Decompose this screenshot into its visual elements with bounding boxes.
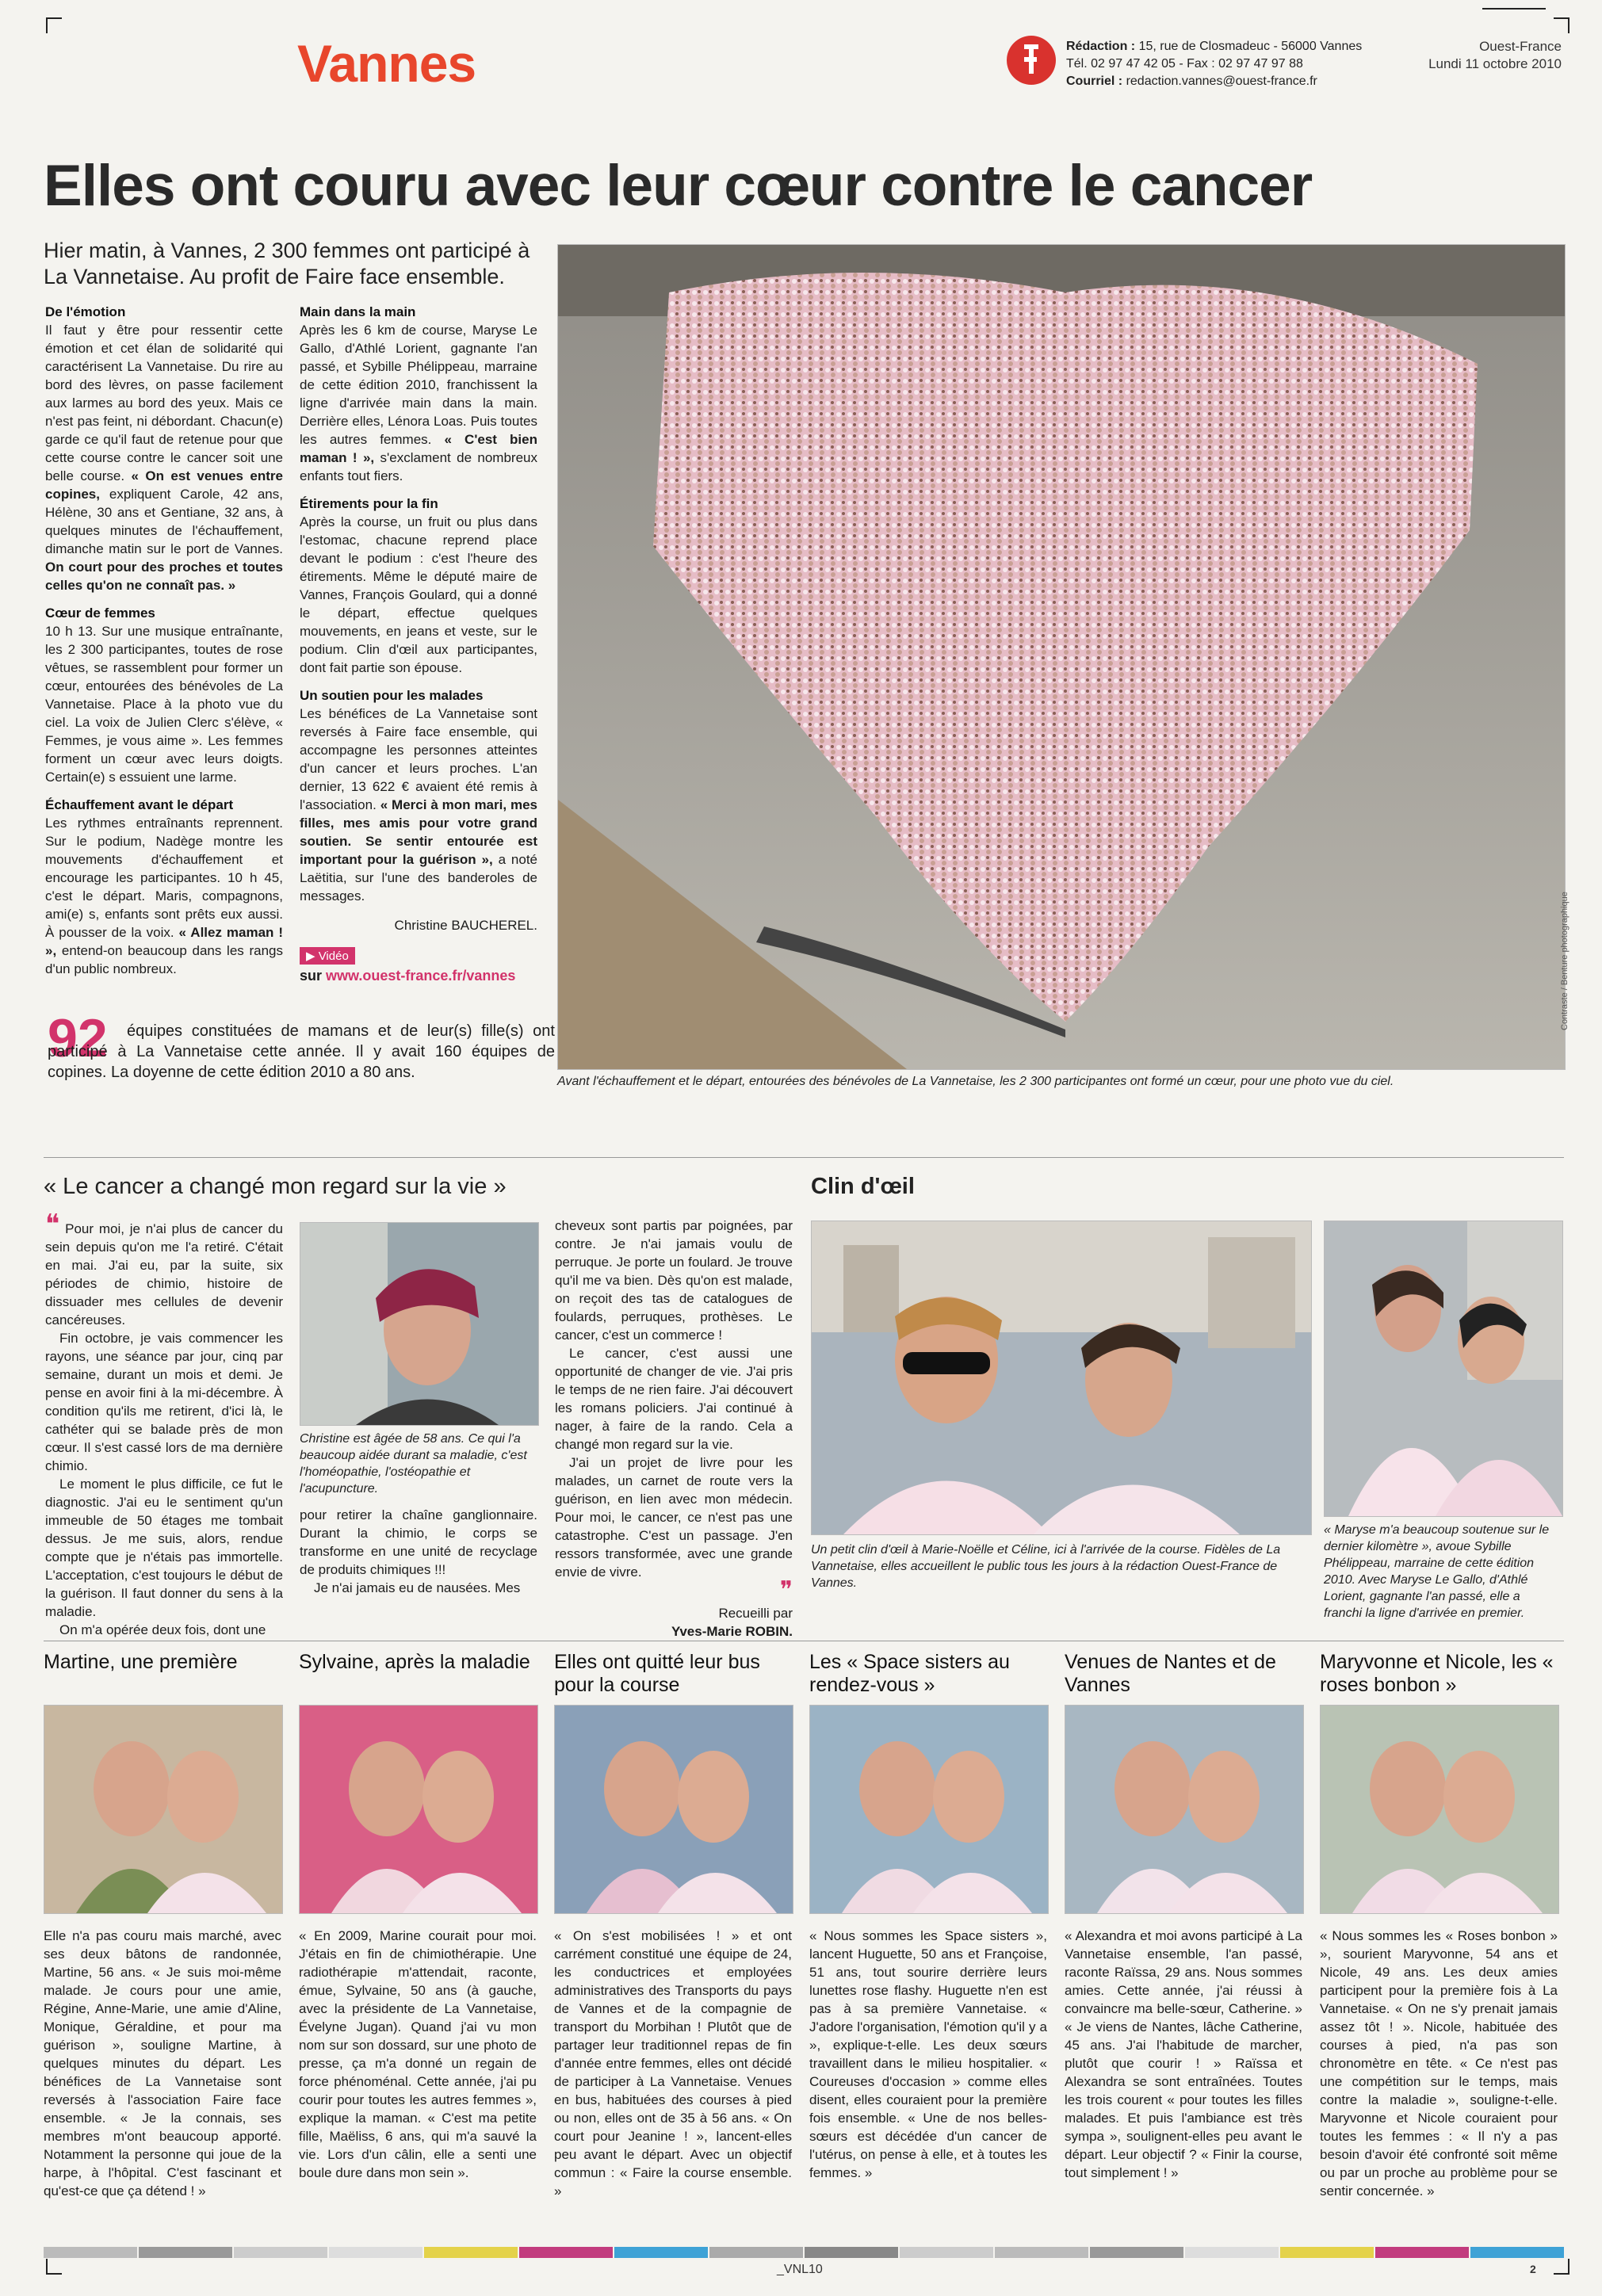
crop-mark [1554,2259,1570,2275]
portrait-photo [1065,1705,1304,1914]
color-bar [44,2247,1564,2258]
portrait-title: Martine, une première [44,1651,238,1673]
christine-caption: Christine est âgée de 58 ans. Ce qui l'a beaucoup aidée durant sa maladie, c'est l'homéopathie, l'ostéopathie et l'acupuncture. [300,1432,527,1496]
interview-column-2: pour retirer la chaîne ganglionnaire. Durant la chimio, le corps se transforme en une unité de recyclage de produits chimiques !!! Je n'ai jamais eu de nausées. Mes [300,1507,537,1595]
portrait-text: Elle n'a pas couru mais marché, avec ses deux bâtons de randonnée, Martine, 56 ans. « Je suis moi-même malade. Je cours pour une amie, Régine, Anne-Marie, une amie d'Aline, Monique, Géraldine, et pour ma guérison », souligne Martine, à quelques minutes du départ. Les bénéfices de La Vannetaise sont reversés à l'association Faire face ensemble. « Je la connais, ses membres m'ont beaucoup apporté. Notamment la personne qui joue de la harpe, à l'hôpital. C'est fascinant et qu'est-ce que ça détend ! » [44,1928,281,2199]
christine-photo [300,1222,539,1426]
portrait-title: Les « Space sisters au rendez-vous » [809,1651,1010,1696]
maryse-sybille-photo [1324,1221,1563,1517]
portrait-title: Venues de Nantes et de Vannes [1065,1651,1276,1696]
portrait-text: « On s'est mobilisées ! » et ont carrément constitué une équipe de 24, les conductrices et employées administratives des Transports du pays de Vannes et de la compagnie de transport du Morbihan ! Plutôt que de partager leur traditionnel repas de fin d'année entre femmes, elles ont décidé de participer à La Vannetaise. Venues en bus, habituées des courses à pied ou non, elles ont de 35 à 56 ans. « On court pour Jeanine ! », lancent-elles peu avant le départ. Avec un objectif commun : « Faire la course ensemble. » [554,1928,792,2199]
heart-formation-photo [557,244,1566,1070]
quote-close-icon: ❞ [779,1577,793,1603]
interview-column-1: ❝ Pour moi, je n'ai plus de cancer du sein depuis qu'on me l'a retiré. C'était en mai. J'ai eu, par la suite, six périodes de chimio, histoire de dissuader mes cellules de devenir cancéreuses. Fin octobre, je vais commencer les rayons, une séance par jour, cinq par semaine, durant un mois et demi. Je pense en avoir fini à la mi-décembre. À condition qu'ils me retirent, d'ici là, le cathéter qui se balade près de mon cœur. Il s'est cassé lors de ma dernière chimio. Le moment le plus difficile, ce fut le diagnostic. J'ai eu le sentiment qu'un immeuble de 50 étages me tombait dessus. Je me suis, alors, rendue compte que je n'étais pas immortelle. L'acceptation, c'est toujours le début de la guérison. Il faut donner du sens à la maladie. On m'a opérée deux fois, dont une [45,1209,283,1637]
subhead: Échauffement avant le départ [45,797,234,812]
main-photo-caption: Avant l'échauffement et le départ, entourées des bénévoles de La Vannetaise, les 2 300 participantes ont formé un cœur, pour une photo vue du ciel. [557,1075,1394,1088]
interview-headline: « Le cancer a changé mon regard sur la vie » [44,1174,507,1199]
portrait-column [809,1651,1047,2182]
clin-caption-2: « Maryse m'a beaucoup soutenue sur le dernier kilomètre », avoue Sybille Phélippeau, marraine de cette édition 2010. Avec Maryse Le Gallo, d'Athlé Lorient, gagnante l'an passé, elle a franchi la ligne d'arrivée en premier. [1324,1523,1550,1620]
page-number: 2 [1530,2263,1536,2275]
stat-number: 92 [48,1008,108,1068]
crop-mark [46,17,62,33]
email-link[interactable]: redaction.vannes@ouest-france.fr [1126,74,1317,88]
subhead: De l'émotion [45,304,126,319]
subhead: Main dans la main [300,304,416,319]
page-code: _VNL10 [777,2263,823,2276]
quote-open-icon: ❝ [45,1209,60,1240]
portrait-column [1065,1651,1302,2182]
clin-headline: Clin d'œil [811,1174,915,1199]
marie-noelle-celine-photo [811,1221,1312,1535]
stat-text: équipes constituées de mamans et de leur(s) fille(s) ont participé à La Vannetaise cette année. Il y avait 160 équipes de copines. La doyenne de cette édition 2010 a 80 ans. [48,1022,555,1081]
subhead: Cœur de femmes [45,606,155,621]
subhead: Un soutien pour les malades [300,688,484,703]
portrait-text: « Alexandra et moi avons participé à La Vannetaise ensemble, l'an passé, raconte Raïssa, 29 ans. Nous sommes amies. Cette année, j'ai réussi à convaincre ma belle-sœur, Catherine. » « Je viens de Nantes, lâche Catherine, 45 ans. J'ai l'habitude de marcher, plutôt que courir ! » Raïssa et Alexandra se sont entraînées. Toutes les trois courent « pour toutes les filles malades. Et puis l'ambiance est très sympa », soulignent-elles peu avant le départ. Leur objectif ? « Finir la course, tout simplement ! » [1065,1928,1302,2180]
portrait-title: Maryvonne et Nicole, les « roses bonbon » [1320,1651,1554,1696]
video-box: ▶ Vidéo sur www.ouest-france.fr/vannes [300,947,515,984]
interview-column-3: cheveux sont partis par poignées, par contre. Je n'ai jamais voulu de perruque. Je porte un foulard. Je trouve qu'il me va bien. Dès qu'on est malade, on reçoit des tas de catalogues de foulards, perruques, prothèses. Le cancer, c'est un commerce ! Le cancer, c'est aussi une opportunité de changer de vie. J'ai pris le temps de ne rien faire. J'ai découvert les romans policiers. J'ai continué à nager, à faire de la rando. Cela a changé mon regard sur la vie. J'ai un projet de livre pour les malades, un carnet de route vers la guérison, en lien avec mon médecin. Pour moi, le cancer, ce n'est pas une catastrophe. C'est un passage. J'en ressors transformée, avec une grande envie de vivre. ❞ Recueilli par Yves-Marie ROBIN. [555,1218,793,1639]
portrait-photo [299,1705,538,1914]
portrait-column [299,1651,537,2182]
divider [44,1157,1564,1158]
section-title: Vannes [297,34,476,93]
paper-info: Ouest-France Lundi 11 octobre 2010 [1428,39,1562,71]
portrait-photo [809,1705,1049,1914]
photo-credit: Contraste / Benture photographique [1560,892,1570,1030]
video-link[interactable]: www.ouest-france.fr/vannes [326,968,516,984]
portrait-photo [554,1705,793,1914]
portrait-text: « Nous sommes les « Roses bonbon » », sourient Maryvonne, 54 ans et Nicole, 49 ans. Les deux amies participent pour la première fois à La Vannetaise. « On ne s'y prenait jamais assez tôt ! ». Nicole, habituée des courses à pied, n'a pas son chronomètre en tête. « Ce n'est pas une compétition sur le temps, mais contre la maladie », souligne-t-elle. Maryvonne et Nicole couraient pour toutes les femmes : « Il n'y a pas besoin d'avoir été confronté soit même ou par un proche au problème pour se sentir concernée. » [1320,1928,1558,2199]
ouest-france-logo [1007,36,1056,85]
rule [1482,8,1546,10]
video-badge: ▶ Vidéo [300,947,355,965]
portrait-text: « En 2009, Marine courait pour moi. J'étais en fin de chimiothérapie. Une radiothérapie m'attendait, raconte, émue, Sylvaine, 50 ans (à gauche, avec la présidente de La Vannetaise, Évelyne Jugan). Quand j'ai vu mon nom sur son dossard, sur une photo de presse, ça m'a donné un regain de force phénoménal. Cette année, j'ai pu courir pour toutes les autres femmes », explique la maman. « C'est ma petite fille, Maëliss, 6 ans, qui m'a sauvé la vie. Lors d'un câlin, elle a senti une boule dure dans mon sein ». [299,1928,537,2180]
portrait-text: « Nous sommes les Space sisters », lancent Huguette, 50 ans et Françoise, 51 ans, tout sourire derrière leurs lunettes rose flashy. Huguette n'en est pas à sa première Vannetaise. « J'adore l'organisation, l'émotion qu'il y a », explique-t-elle. Les deux sœurs travaillent dans le milieu hospitalier. « Coureuses d'occasion » comme elles disent, elles couraient pour la première fois ensemble. « Une de nos belles-sœurs est décédée d'un cancer de l'utérus, on pense à elle, et à toutes les femmes. » [809,1928,1047,2180]
main-author: Christine BAUCHEREL. [394,918,537,933]
main-column-2: Main dans la main Après les 6 km de course, Maryse Le Gallo, d'Athlé Lorient, gagnante l'an passé, et Sybille Phélippeau, marraine de cette édition 2010, franchissent la ligne d'arrivée main dans la main. Derrière elles, Lénora Loas. Puis toutes les autres femmes. « C'est bien maman ! », s'exclament de nombreux enfants tout fiers. Étirements pour la fin Après la course, un fruit ou plus dans l'estomac, chacune reprend place devant le podium : c'est l'heure des étirements. Même le député maire de Vannes, François Goulard, qui a donné le départ, effectue quelques mouvements, en jeans et veste, sur le podium. Clin d'œil aux participantes, dont fait partie son épouse. Un soutien pour les malades Les bénéfices de La Vannetaise sont reversés à Faire face ensemble, qui accompagne les personnes atteintes d'un cancer et leurs proches. L'an dernier, 13 622 € avaient été remis à l'association. « Merci à mon mari, mes filles, mes amis pour votre grand soutien. Se sentir entourée est important pour la guérison », a noté Laëtitia, sur l'une des banderoles de messages. Christine BAUCHEREL. [300,304,537,933]
portrait-photo [44,1705,283,1914]
subhead: Étirements pour la fin [300,496,438,511]
portrait-column [1320,1651,1558,2200]
main-lead: Hier matin, à Vannes, 2 300 femmes ont participé à La Vannetaise. Au profit de Faire face ensemble. [44,239,530,288]
portrait-title: Elles ont quitté leur bus pour la course [554,1651,760,1696]
portrait-photo [1320,1705,1559,1914]
portrait-column [44,1651,281,2200]
crop-mark [46,2259,62,2275]
clin-caption-1: Un petit clin d'œil à Marie-Noëlle et Céline, ici à l'arrivée de la course. Fidèles de La Vannetaise, elles accueillent le public tous les jours à la rédaction Ouest-France de Vannes. [811,1543,1281,1590]
portrait-column [554,1651,792,2200]
main-column-1: De l'émotion Il faut y être pour ressentir cette émotion et cet élan de solidarité qui caractérisent La Vannetaise. Du rire au bord des lèvres, on passe facilement aux larmes au bord des yeux. Mais ce n'est pas feint, ni débordant. Chacun(e) garde ce qu'il faut de retenue pour que cette course contre le cancer soit une belle course. « On est venues entre copines, expliquent Carole, 42 ans, Hélène, 30 ans et Gentiane, 32 ans, à quelques minutes de l'échauffement, dimanche matin sur le port de Vannes. On court pour des proches et toutes celles qu'on ne connaît pas. » Cœur de femmes 10 h 13. Sur une musique entraînante, les 2 300 participantes, toutes de rose vêtues, se rassemblent pour former un cœur, entourées des bénévoles de La Vannetaise. Place à la photo vue du ciel. La voix de Julien Clerc s'élève, « Femmes, je vous aime ». Les femmes forment un cœur avec leurs doigts. Certain(e) s essuient une larme. Échauffement avant le départ Les rythmes entraînants reprennent. Sur le podium, Nadège montre les mouvements d'échauffement et encourage les participantes. 10 h 45, c'est le départ. Maris, compagnons, ami(e) s, enfants sont prêts eux aussi. À pousser de la voix. « Allez maman ! », entend-on beaucoup dans les rangs d'un public nombreux. [45,304,284,976]
portrait-title: Sylvaine, après la maladie [299,1651,530,1673]
main-headline: Elles ont couru avec leur cœur contre le cancer [44,154,1313,218]
crop-mark [1554,17,1570,33]
redaction-block: Rédaction : 15, rue de Closmadeuc - 56000 Vannes Tél. 02 97 47 42 05 - Fax : 02 97 47 97 88 Courriel : redaction.vannes@ouest-france.fr [1066,40,1363,88]
